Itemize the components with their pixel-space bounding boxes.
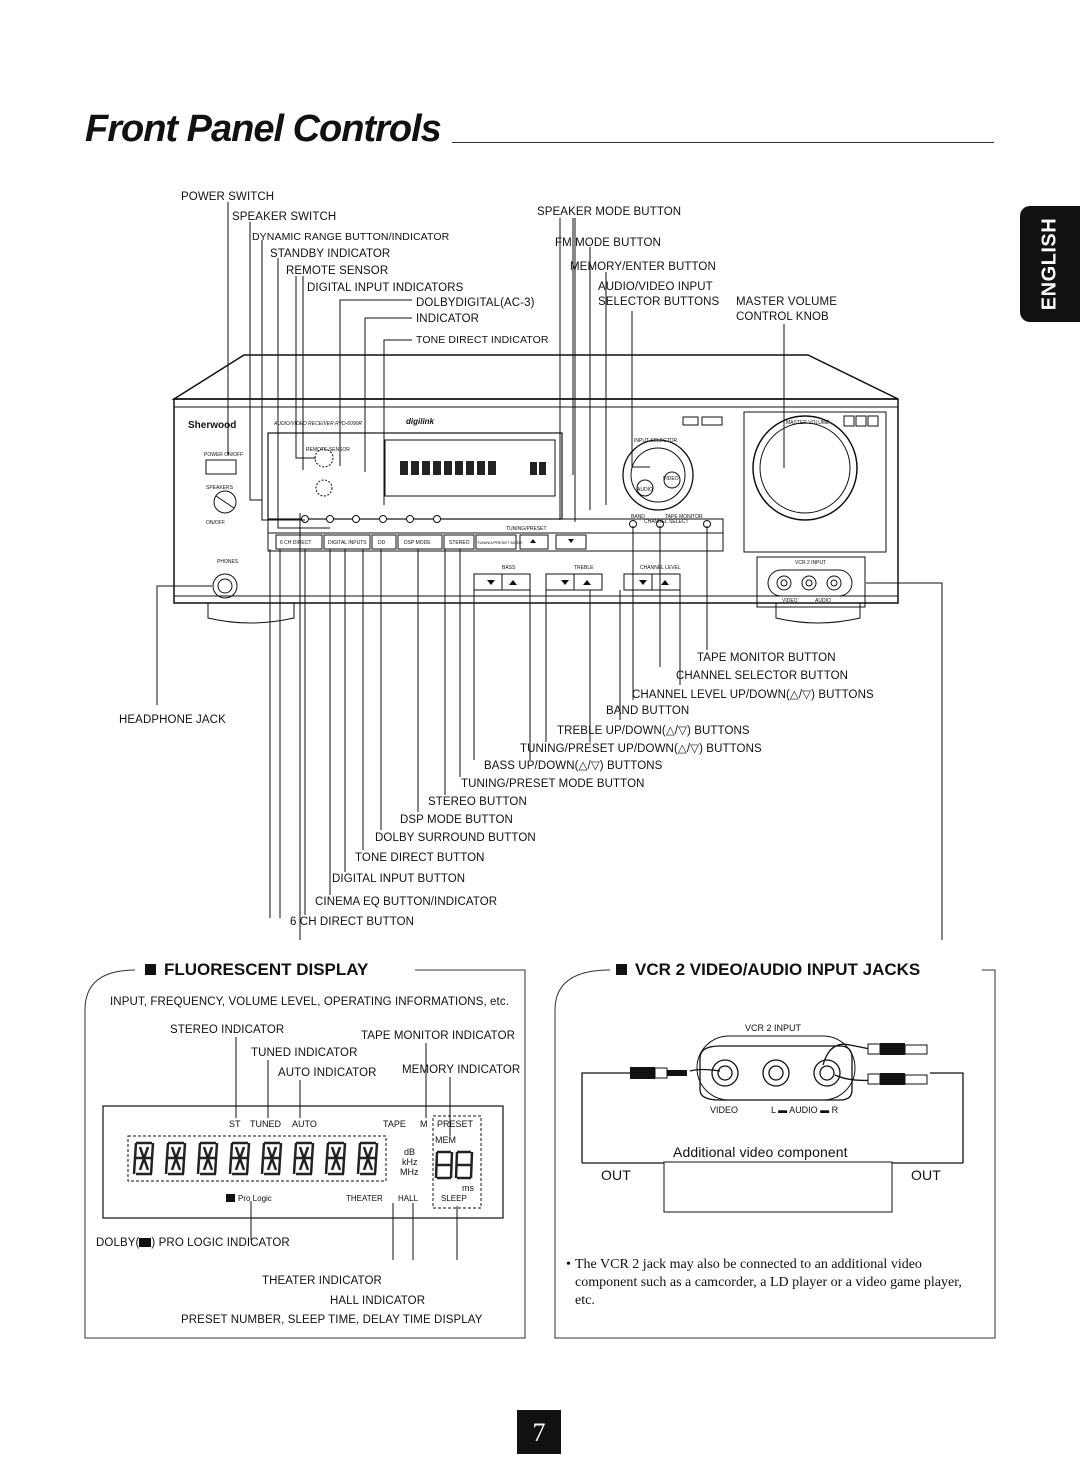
label-speaker-switch: SPEAKER SWITCH xyxy=(232,211,337,223)
tape-monitor-text: TAPE MONITOR xyxy=(665,514,703,520)
vcr-connection-diagram xyxy=(560,1015,990,1255)
label-stereo-indicator: STEREO INDICATOR xyxy=(170,1024,285,1036)
label-memory-indicator: MEMORY INDICATOR xyxy=(402,1064,521,1076)
disp-tuned: TUNED xyxy=(250,1119,281,1129)
vcr-note-text: The VCR 2 jack may also be connected to an additional video component such as a camcorder, a LD player or a video game player, etc. xyxy=(575,1257,962,1308)
fluorescent-display-diagram xyxy=(95,1030,525,1260)
label-treble-suffix: ) BUTTONS xyxy=(687,725,750,737)
fluorescent-heading-text: FLUORESCENT DISPLAY xyxy=(164,960,369,979)
vcr2-input-text: VCR 2 INPUT xyxy=(795,560,827,566)
label-out-left: OUT xyxy=(601,1167,631,1183)
btn-dsp-text: DSP MODE xyxy=(404,540,431,546)
speakers-text: SPEAKERS xyxy=(206,485,233,491)
label-tone-direct-indicator: TONE DIRECT INDICATOR xyxy=(416,334,549,346)
disp-mhz: MHz xyxy=(400,1167,419,1177)
label-tuning-preset-updown: TUNING/PRESET UP/DOWN(△/▽) BUTTONS xyxy=(520,743,762,755)
label-channel-level-text: CHANNEL LEVEL UP/DOWN( xyxy=(632,689,790,701)
dolby-dd-icon xyxy=(139,1238,151,1247)
bullet-icon: • xyxy=(566,1257,571,1272)
label-standby-indicator: STANDBY INDICATOR xyxy=(270,248,391,260)
label-dolby-pl-indicator xyxy=(96,1237,290,1249)
disp-ms: ms xyxy=(462,1183,474,1193)
master-volume-text: MASTER VOLUME xyxy=(786,420,830,426)
panel-video-text: VIDEO xyxy=(663,476,679,482)
vcr-input-label: VCR 2 INPUT xyxy=(745,1023,802,1033)
label-power-switch: POWER SWITCH xyxy=(181,191,275,203)
disp-hall: HALL xyxy=(398,1194,419,1203)
label-dsp-mode-button: DSP MODE BUTTON xyxy=(400,814,513,826)
model-text: AUDIO/VIDEO RECEIVER RVD-6090R xyxy=(274,421,362,427)
disp-sleep: SLEEP xyxy=(441,1194,467,1203)
label-treble-text: TREBLE UP/DOWN( xyxy=(557,725,666,737)
btn-stereo-text: STEREO xyxy=(449,540,470,546)
label-tape-monitor-button: TAPE MONITOR BUTTON xyxy=(697,652,836,664)
btn-digital-text: DIGITAL INPUTS xyxy=(328,540,367,546)
fluorescent-subtitle: INPUT, FREQUENCY, VOLUME LEVEL, OPERATING INFORMATIONS, etc. xyxy=(110,996,509,1008)
label-tuning-preset-updown-suffix: ) BUTTONS xyxy=(699,743,762,755)
panel-audio-text: AUDIO xyxy=(637,487,653,493)
label-stereo-button: STEREO BUTTON xyxy=(428,796,527,808)
label-preset-number: PRESET NUMBER, SLEEP TIME, DELAY TIME DISPLAY xyxy=(181,1314,483,1326)
label-tone-direct-button: TONE DIRECT BUTTON xyxy=(355,852,485,864)
label-cinema-eq: CINEMA EQ BUTTON/INDICATOR xyxy=(315,896,498,908)
label-tuning-preset-updown-text: TUNING/PRESET UP/DOWN( xyxy=(520,743,678,755)
disp-mem: MEM xyxy=(435,1135,456,1145)
label-tape-monitor-indicator: TAPE MONITOR INDICATOR xyxy=(361,1030,516,1042)
label-channel-level-suffix: ) BUTTONS xyxy=(811,689,874,701)
label-remote-sensor: REMOTE SENSOR xyxy=(286,265,389,277)
label-out-right: OUT xyxy=(911,1167,941,1183)
label-auto-indicator: AUTO INDICATOR xyxy=(278,1067,377,1079)
label-dolby-digital: DOLBYDIGITAL(AC-3) xyxy=(416,297,535,309)
label-dolby-pl-b: ) PRO LOGIC INDICATOR xyxy=(151,1237,290,1249)
label-tuned-indicator: TUNED INDICATOR xyxy=(251,1047,358,1059)
disp-auto: AUTO xyxy=(292,1119,317,1129)
heading-square-icon xyxy=(145,964,156,975)
band-text: BAND xyxy=(631,514,645,520)
btn-tpmode-text: TUNING/PRESET MODE xyxy=(477,540,523,545)
vcr-video-label: VIDEO xyxy=(710,1105,739,1115)
label-fm-mode-button: FM MODE BUTTON xyxy=(555,237,661,249)
vcr-video-text: VIDEO xyxy=(782,598,798,604)
label-dolby-surround-button: DOLBY SURROUND BUTTON xyxy=(375,832,536,844)
label-bass: BASS UP/DOWN(△/▽) BUTTONS xyxy=(484,760,663,772)
label-channel-level: CHANNEL LEVEL UP/DOWN(△/▽) BUTTONS xyxy=(632,689,874,701)
digilink-text: digilink xyxy=(406,417,434,426)
btn-6ch-text: 6 CH DIRECT xyxy=(280,540,312,546)
label-treble: TREBLE UP/DOWN(△/▽) BUTTONS xyxy=(557,725,750,737)
disp-st: ST xyxy=(229,1119,241,1129)
channel-select-text: CHANNEL SELECT xyxy=(644,519,689,525)
label-master-volume: MASTER VOLUME xyxy=(736,296,837,308)
phones-text: PHONES xyxy=(217,559,239,565)
on-off-text: ON/OFF xyxy=(206,520,225,526)
label-bass-text: BASS UP/DOWN( xyxy=(484,760,579,772)
language-tab-label: ENGLISH xyxy=(1038,217,1061,311)
label-tuning-preset-mode: TUNING/PRESET MODE BUTTON xyxy=(461,778,645,790)
vcr-heading-square-icon xyxy=(616,964,627,975)
label-headphone-jack: HEADPHONE JACK xyxy=(119,714,226,726)
vcr-heading-text: VCR 2 VIDEO/AUDIO INPUT JACKS xyxy=(635,960,921,979)
disp-pro-logic: Pro Logic xyxy=(238,1194,272,1203)
remote-sensor-text: REMOTE SENSOR xyxy=(306,447,350,453)
label-6ch-direct: 6 CH DIRECT BUTTON xyxy=(290,916,415,928)
label-speaker-mode-button: SPEAKER MODE BUTTON xyxy=(537,206,682,218)
brand-text: Sherwood xyxy=(188,420,237,431)
vcr-audio-label: L ▬ AUDIO ▬ R xyxy=(771,1105,839,1115)
disp-preset: PRESET xyxy=(437,1119,474,1129)
treble-text: TREBLE xyxy=(574,565,594,571)
label-indicator: INDICATOR xyxy=(416,313,480,325)
btn-dd-text: DD xyxy=(378,540,386,546)
label-memory-enter-button: MEMORY/ENTER BUTTON xyxy=(570,261,716,273)
vcr-audio-text: AUDIO xyxy=(815,598,831,604)
label-dynamic-range: DYNAMIC RANGE BUTTON/INDICATOR xyxy=(252,231,450,243)
page-number: 7 xyxy=(517,1410,561,1454)
fluorescent-heading xyxy=(141,960,372,980)
disp-theater: THEATER xyxy=(346,1194,383,1203)
disp-khz: kHz xyxy=(402,1157,418,1167)
disp-m: M xyxy=(420,1119,428,1129)
tuning-preset-text: TUNING/PRESET xyxy=(506,526,547,532)
label-theater-indicator: THEATER INDICATOR xyxy=(262,1275,382,1287)
channel-level-text: CHANNEL LEVEL xyxy=(640,565,681,571)
vcr-note xyxy=(566,1256,966,1310)
disp-tape: TAPE xyxy=(383,1119,406,1129)
label-band-button: BAND BUTTON xyxy=(606,705,690,717)
label-bass-suffix: ) BUTTONS xyxy=(599,760,663,772)
bass-text: BASS xyxy=(502,565,516,571)
vcr-heading xyxy=(612,960,924,980)
label-additional-component: Additional video component xyxy=(673,1144,848,1160)
label-av-input: AUDIO/VIDEO INPUT xyxy=(598,281,713,293)
label-channel-selector-button: CHANNEL SELECTOR BUTTON xyxy=(676,670,849,682)
page-title: Front Panel Controls xyxy=(85,108,441,150)
label-hall-indicator: HALL INDICATOR xyxy=(330,1295,426,1307)
label-control-knob: CONTROL KNOB xyxy=(736,311,829,323)
label-digital-input-indicators: DIGITAL INPUT INDICATORS xyxy=(307,282,464,294)
label-digital-input-button: DIGITAL INPUT BUTTON xyxy=(332,873,466,885)
input-selector-text: INPUT SELECTOR xyxy=(634,438,678,444)
label-dolby-pl-a: DOLBY( xyxy=(96,1237,140,1249)
power-text: POWER ON/OFF xyxy=(204,452,244,458)
dolby-icon xyxy=(226,1194,235,1202)
disp-db: dB xyxy=(404,1147,416,1157)
label-selector-buttons: SELECTOR BUTTONS xyxy=(598,296,720,308)
